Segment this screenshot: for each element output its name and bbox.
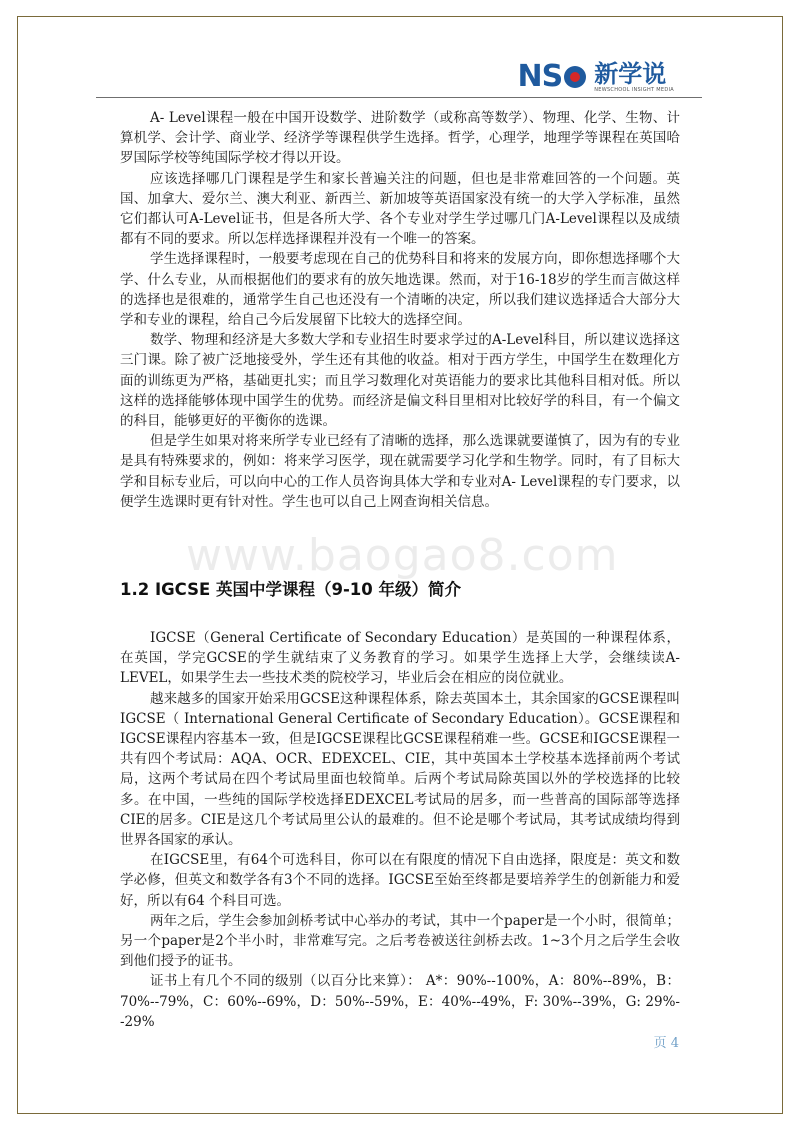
logo-text <box>594 61 674 93</box>
paragraph: 数学、物理和经济是大多数大学和专业招生时要求学过的A-Level科目，所以建议选择这三门课。除了被广泛地接受外，学生还有其他的收益。相对于西方学生，中国学生在数理化方面的训练更为严格，基础更扎实；而且学习数理化对英语能力的要求比其他科目相对低。所以这样的选择能够体现中国学生的优势。而经济是偏文科目里相对比较好学的科目，有一个偏文的科目，能够更好的平衡你的选课。 <box>120 332 680 430</box>
paragraph: 学生选择课程时，一般要考虑现在自己的优势科目和将来的发展方向，即你想选择哪个大学、什么专业，从而根据他们的要求有的放矢地选课。然而，对于16-18岁的学生而言做这样的选择也是很难的，通常学生自己也还没有一个清晰的决定，所以我们建议选择适合大部分大学和专业的课程，给自己今后发展留下比较大的选择空间。 <box>120 251 680 329</box>
header-divider <box>96 97 702 98</box>
newschool-logo <box>518 60 675 94</box>
paragraph: 证书上有几个不同的级别（以百分比来算）： A*：90%--100%，A：80%--89%，B：70%--79%，C：60%--69%，D：50%--59%，E：40%--49%，F: 30%--39%，G: 29%--29% <box>120 973 680 1030</box>
logo-e-icon <box>564 66 586 88</box>
paragraph: 两年之后，学生会参加剑桥考试中心举办的考试，其中一个paper是一个小时，很简单；另一个paper是2个半小时，非常难写完。之后考卷被送往剑桥去改。1~3个月之后学生会收到他们授予的证书。 <box>120 912 680 970</box>
watermark: www.baogao8.com <box>186 530 619 581</box>
paragraph: A- Level课程一般在中国开设数学、进阶数学（或称高等数学）、物理、化学、生物、计算机学、会计学、商业学、经济学等课程供学生选择。哲学，心理学，地理学等课程在英国哈罗国际学校等纯国际学校才得以开设。 <box>120 110 680 167</box>
page-number: 页 4 <box>653 1036 679 1051</box>
paragraph: 但是学生如果对将来所学专业已经有了清晰的选择，那么选课就要谨慎了，因为有的专业是具有特殊要求的，例如：将来学习医学，现在就需要学习化学和生物学。同时，有了目标大学和目标专业后，可以向中心的工作人员咨询具体大学和专业对A- Level课程的专门要求，以便学生选课时更有针对性。学生也可以自己上网查询相关信息。 <box>120 433 680 510</box>
logo-english-name: NEWSCHOOL INSIGHT MEDIA <box>594 87 674 93</box>
body-section-alevel <box>120 108 680 512</box>
logo-chinese-name: 新学说 <box>594 60 667 88</box>
logo-letters: NS <box>517 59 563 94</box>
paragraph: 应该选择哪几门课程是学生和家长普遍关注的问题，但也是非常难回答的一个问题。英国、加拿大、爱尔兰、澳大利亚、新西兰、新加坡等英语国家没有统一的大学入学标准，虽然它们都认可A-Level证书，但是各所大学、各个专业对学生学过哪几门A-Level课程以及成绩都有不同的要求。所以怎样选择课程并没有一个唯一的答案。 <box>120 170 680 248</box>
section-heading: 1.2 IGCSE 英国中学课程（9-10 年级）简介 <box>120 580 462 599</box>
paragraph: 在IGCSE里，有64个可选科目，你可以在有限度的情况下自由选择，限度是：英文和数学必修，但英文和数学各有3个不同的选择。IGCSE至始至终都是要培养学生的创新能力和爱好，所以有64 个科目可选。 <box>120 852 680 909</box>
paragraph: IGCSE（General Certificate of Secondary Education）是英国的一种课程体系，在英国，学完GCSE的学生就结束了义务教育的学习。如果学生选择上大学，会继续读A-LEVEL，如果学生去一些技术类的院校学习，毕业后会在相应的岗位就业。 <box>120 630 680 687</box>
body-section-igcse <box>120 628 680 1032</box>
logo-mark <box>517 59 589 94</box>
paragraph: 越来越多的国家开始采用GCSE这种课程体系，除去英国本土，其余国家的GCSE课程叫IGCSE（ International General Certificate of Secondary Education）。GCSE课程和IGCSE课程内容基本一致，但是IGCSE课程比GCSE课程稍难一些。GCSE和IGCSE课程一共有四个考试局：AQA、OCR、EDEXCEL、CIE，其中英国本土学校基本选择前两个考试局，这两个考试局在四个考试局里面也较简单。后两个考试局除英国以外的学校选择的比较多。在中国，一些纯的国际学校选择EDEXCEL考试局的居多，而一些普高的国际部等选择CIE的居多。CIE是这几个考试局里公认的最难的。但不论是哪个考试局，其考试成绩均得到世界各国家的承认。 <box>120 690 680 849</box>
